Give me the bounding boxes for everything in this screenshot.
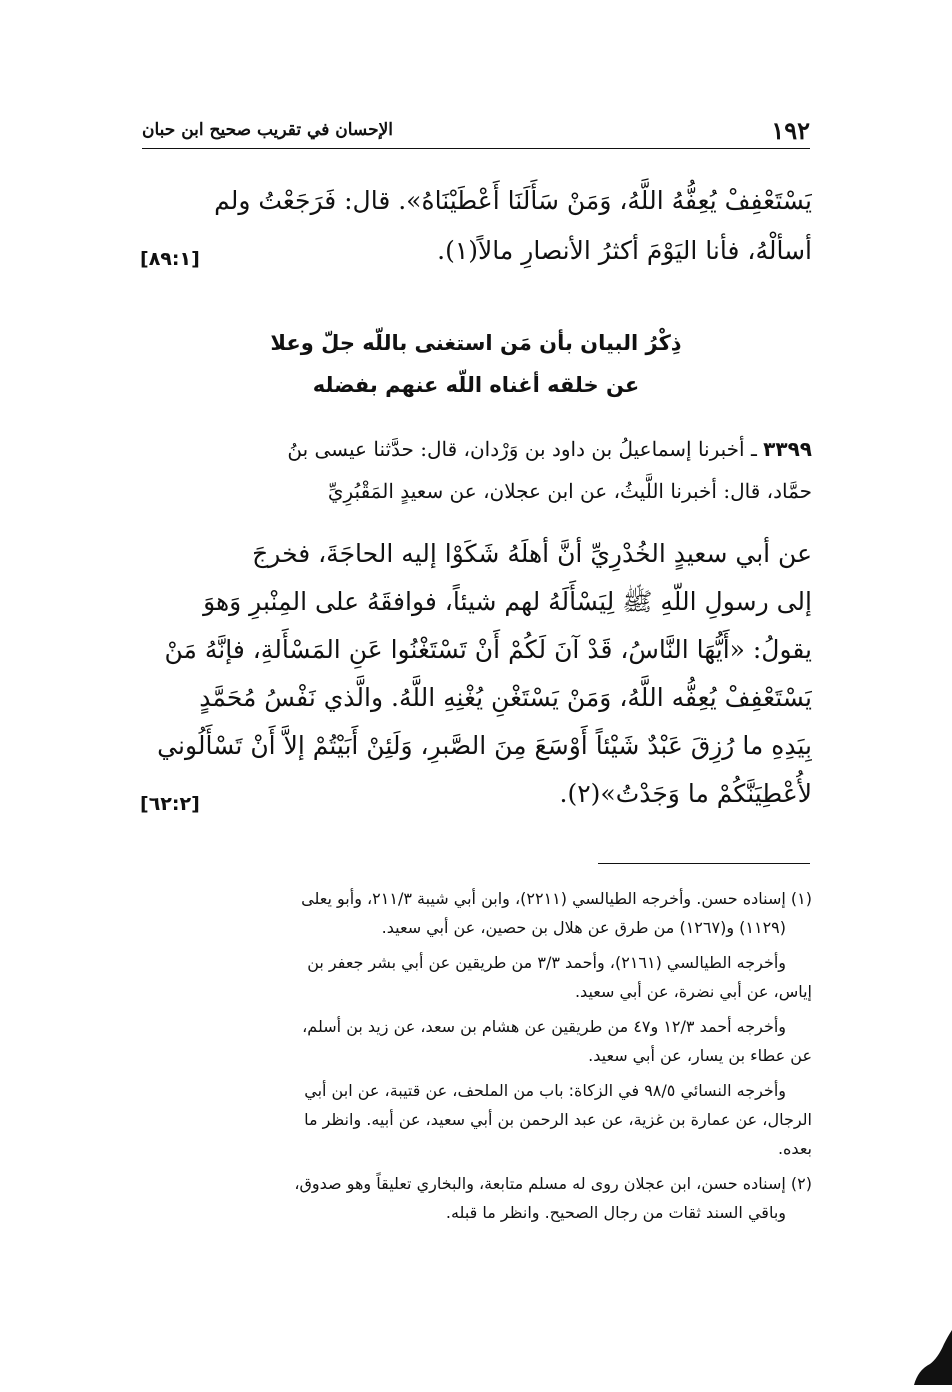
hadith-reference: [٨٩:١] [140, 248, 200, 270]
hadith-reference: [٦٢:٢] [140, 793, 200, 815]
footnote-line: وأخرجه أحمد ١٢/٣ و٤٧ من طريقين عن هشام بن سعد، عن زيد بن أسلم، [302, 1017, 786, 1036]
text-line: بِيَدِهِ ما رُزِقَ عَبْدٌ شَيْئاً أَوْسَعَ مِنَ الصَّبرِ، وَلَئِنْ أَبَيْتُمْ إلاَّ أَنْ تَسْأَلُوني [157, 731, 812, 760]
footnote-line: وباقي السند ثقات من رجال الصحيح. وانظر ما قبله. [445, 1203, 786, 1222]
footnote-line: وأخرجه الطيالسي (٢١٦١)، وأحمد ٣/٣ من طريقين عن أبي بشر جعفر بن [307, 953, 786, 972]
footnote-line: (١) إسناده حسن. وأخرجه الطيالسي (٢٢١١)، وابن أبي شيبة ٢١١/٣، وأبو يعلى [301, 889, 812, 908]
hadith-number: ٣٣٩٩ [763, 437, 812, 461]
text-line: إلى رسولِ اللّهِ ﷺ لِيَسْأَلَهُ لهم شيئاً، فوافقَهُ على المِنْبرِ وَهوَ [203, 587, 812, 616]
page-edge-mark [912, 1330, 952, 1385]
footnotes [140, 884, 812, 1233]
text-line: أسألْهُ، فأنا اليَوْمَ أكثرُ الأنصارِ مالاً(١). [437, 236, 812, 265]
isnad-line [140, 428, 812, 470]
footnote [140, 1076, 812, 1163]
footnote-line: وأخرجه النسائي ٩٨/٥ في الزكاة: باب من الملحف، عن قتيبة، عن ابن أبي [304, 1081, 786, 1100]
matn [140, 530, 812, 818]
footnote-line: عن عطاء بن يسار، عن أبي سعيد. [588, 1046, 812, 1065]
text-line: يَسْتَعْفِفْ يُعِفُّهُ اللَّهُ، وَمَنْ سَأَلَنَا أَعْطَيْنَاهُ». قال: فَرَجَعْتُ ولم [214, 186, 812, 215]
running-title: الإحسان في تقريب صحيح ابن حبان [142, 120, 393, 140]
footnote-separator [598, 863, 810, 864]
top-passage [140, 176, 812, 276]
chapter-heading [140, 322, 812, 406]
heading-line: ذِكْرُ البيان بأن مَن استغنى باللّه جلّ وعلا [270, 331, 682, 355]
footnote-line: (١١٢٩) و(١٢٦٧) من طرق عن هلال بن حصين، عن أبي سعيد. [381, 918, 786, 937]
footnote [140, 948, 812, 1006]
text-line: عن أبي سعيدٍ الخُدْرِيِّ أنَّ أهلَهُ شَكَوْا إليه الحاجَةَ، فخرجَ [252, 539, 812, 568]
page-number: ١٩٢ [771, 115, 810, 145]
heading-line: عن خلقه أغناه اللّه عنهم بفضله [312, 373, 640, 397]
isnad [140, 428, 812, 512]
footnote-line: إياس، عن أبي نضرة، عن أبي سعيد. [574, 982, 812, 1001]
footnote-line: (٢) إسناده حسن، ابن عجلان روى له مسلم متابعة، والبخاري تعليقاً وهو صدوق، [294, 1174, 812, 1193]
footnote [140, 1169, 812, 1227]
footnote [140, 1012, 812, 1070]
page-header [142, 112, 810, 149]
isnad-text: ـ أخبرنا إسماعيلُ بن داود بن وَرْدان، قال: حدَّثنا عيسى بنُ [287, 437, 757, 461]
footnote [140, 884, 812, 942]
text-line: يقولُ: «أَيُّهَا النَّاسُ، قَدْ آنَ لَكُمْ أَنْ تَسْتَغْنُوا عَنِ المَسْأَلةِ، فإنَّهُ مَنْ [164, 635, 812, 664]
footnote-line: الرجال، عن عمارة بن غزية، عن عبد الرحمن بن أبي سعيد، عن أبيه. وانظر ما [304, 1110, 812, 1129]
text-line: يَسْتَعْفِفْ يُعِفُّه اللَّهُ، وَمَنْ يَسْتَغْنِ يُغْنِهِ اللَّهُ. والَّذي نَفْسُ مُحَمَّدٍ [199, 683, 812, 712]
isnad-line: حمَّاد، قال: أخبرنا اللَّيثُ، عن ابن عجلان، عن سعيدٍ المَقْبُرِيِّ [327, 479, 812, 503]
text-line: لأُعْطِيَنَّكُمْ ما وَجَدْتُ»(٢). [559, 779, 812, 808]
footnote-line: بعده. [777, 1139, 812, 1158]
